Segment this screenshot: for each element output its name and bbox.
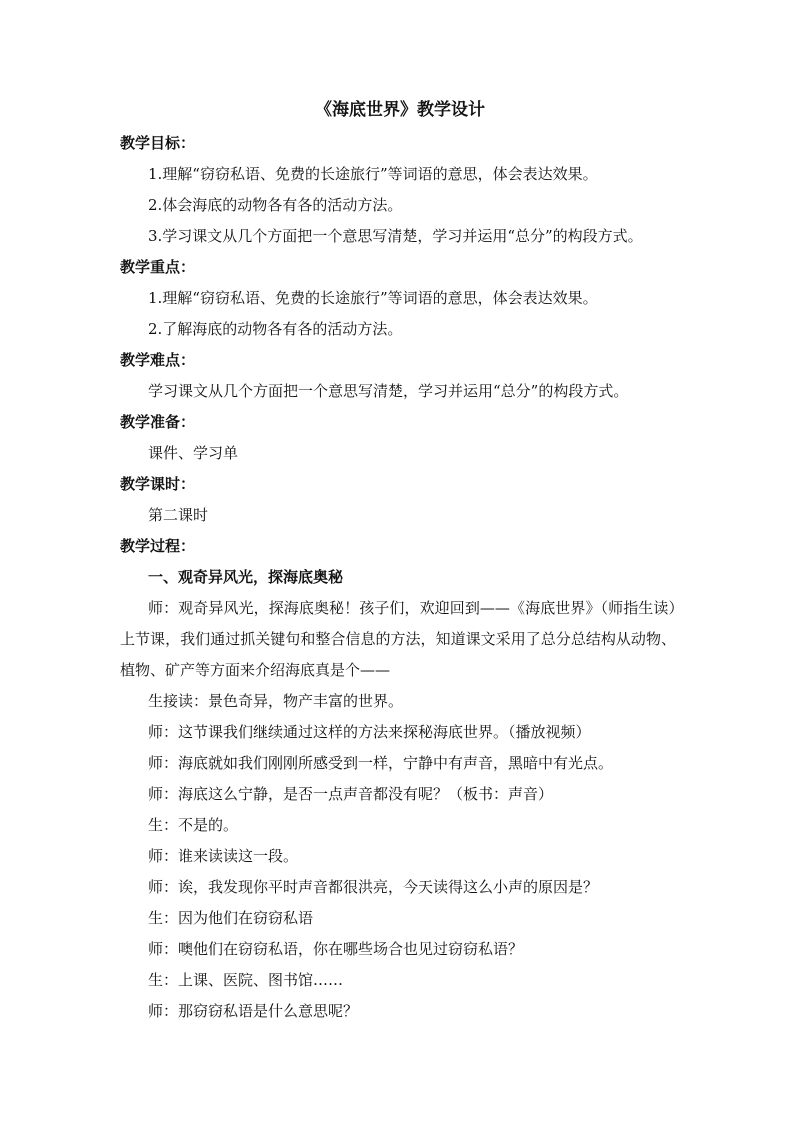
objective-item-3: 3.学习课文从几个方面把一个意思写清楚，学习并运用“总分”的构段方式。 xyxy=(148,227,643,245)
objective-item-1: 1.理解“窃窃私语、免费的长途旅行”等词语的意思，体会表达效果。 xyxy=(148,165,598,183)
dialogue-line: 师：海底这么宁静，是否一点声音都没有呢？（板书：声音） xyxy=(148,785,554,803)
difficulties-heading: 教学难点： xyxy=(120,351,196,369)
dialogue-line: 师：那窃窃私语是什么意思呢？ xyxy=(148,1002,359,1020)
dialogue-line: 师：噢他们在窃窃私语，你在哪些场合也见过窃窃私语？ xyxy=(148,940,524,958)
dialogue-line: 师：谁来读读这一段。 xyxy=(148,847,299,865)
preparation-heading: 教学准备： xyxy=(120,413,196,431)
key-point-item-1: 1.理解“窃窃私语、免费的长途旅行”等词语的意思，体会表达效果。 xyxy=(148,289,598,307)
key-point-item-2: 2.了解海底的动物各有各的活动方法。 xyxy=(148,320,403,338)
section-1-title: 一、观奇异风光，探海底奥秘 xyxy=(148,568,344,586)
difficulties-text: 学习课文从几个方面把一个意思写清楚，学习并运用“总分”的构段方式。 xyxy=(148,382,629,400)
dialogue-line: 生：因为他们在窃窃私语 xyxy=(148,909,314,927)
dialogue-line: 生接读：景色奇异，物产丰富的世界。 xyxy=(148,692,404,710)
dialogue-line: 师：诶，我发现你平时声音都很洪亮，今天读得这么小声的原因是？ xyxy=(148,878,599,896)
dialogue-line: 生：不是的。 xyxy=(148,816,239,834)
document-content xyxy=(120,95,680,1027)
dialogue-line: 师：这节课我们继续通过这样的方法来探秘海底世界。（播放视频） xyxy=(148,723,591,741)
class-hours-text: 第二课时 xyxy=(148,506,209,524)
objectives-heading: 教学目标： xyxy=(120,134,196,152)
class-hours-heading: 教学课时： xyxy=(120,475,196,493)
intro-paragraph: 师：观奇异风光，探海底奥秘！孩子们，欢迎回到——《海底世界》（师指生读）上节课，我们通过抓关键句和整合信息的方法，知道课文采用了总分总结构从动物、植物、矿产等方面来介绍海底真是个—— xyxy=(120,599,676,679)
dialogue-line: 生：上课、医院、图书馆…… xyxy=(148,971,344,989)
dialogue-line: 师：海底就如我们刚刚所感受到一样，宁静中有声音，黑暗中有光点。 xyxy=(148,754,614,772)
objective-item-2: 2.体会海底的动物各有各的活动方法。 xyxy=(148,196,403,214)
process-heading: 教学过程： xyxy=(120,537,196,555)
key-points-heading: 教学重点： xyxy=(120,258,196,276)
preparation-text: 课件、学习单 xyxy=(148,444,239,462)
document-title: 《海底世界》教学设计 xyxy=(315,100,485,120)
